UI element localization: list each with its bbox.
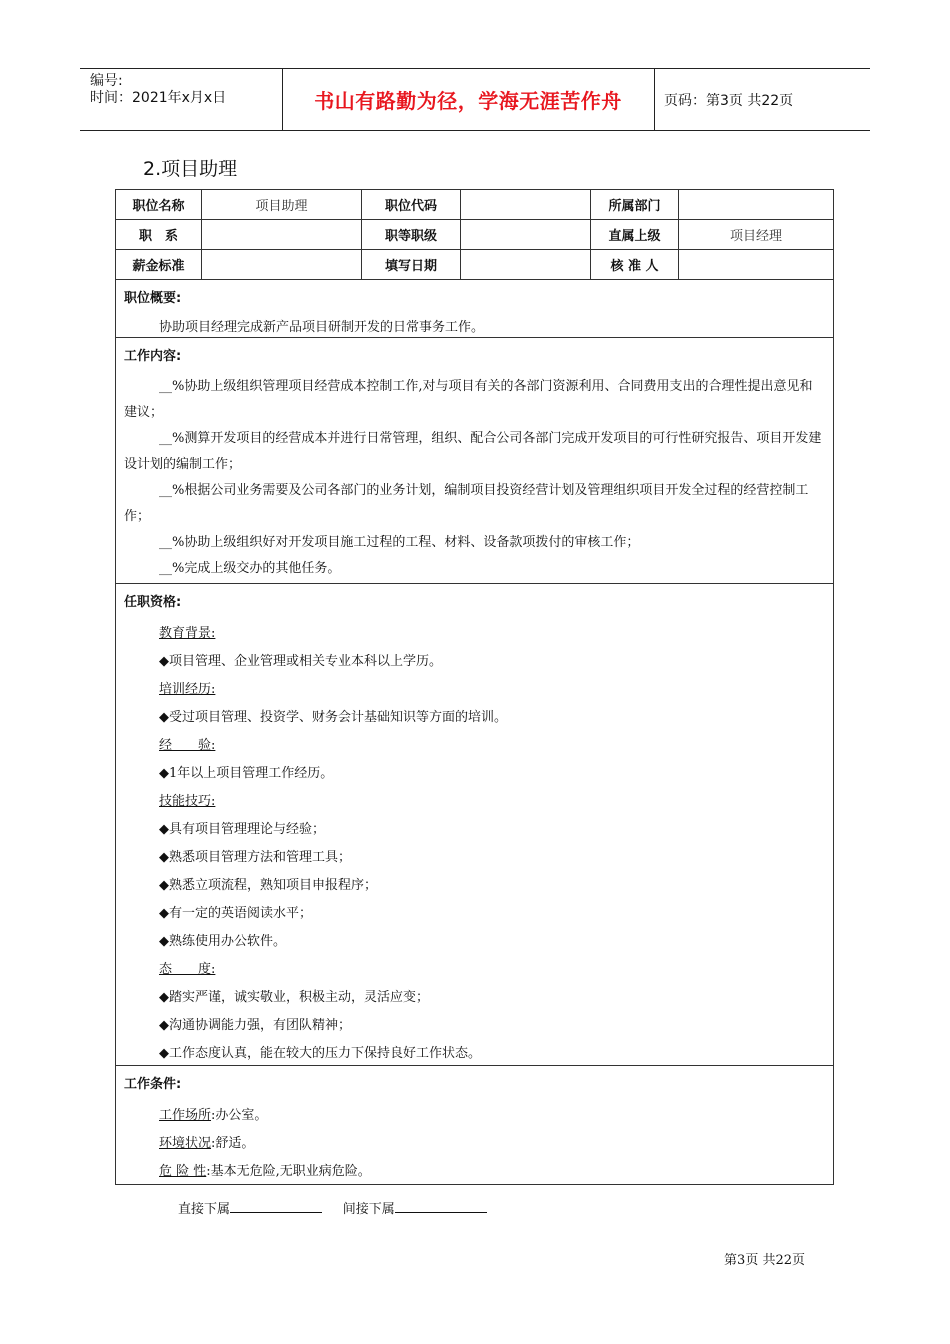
duty-item: __%协助上级组织好对开发项目施工过程的工程、材料、设备款项拨付的审核工作； [159, 535, 640, 550]
skill-item: ◆有一定的英语阅读水平； [159, 906, 312, 921]
cell-value [461, 250, 591, 279]
table-row [116, 190, 833, 220]
cell-label: 薪金标准 [116, 250, 202, 279]
table-row [116, 250, 833, 280]
cell-value [461, 220, 591, 249]
direct-subordinate-blank [230, 1200, 322, 1213]
qualifications-title: 任职资格: [124, 595, 182, 610]
cell-value: 项目经理 [729, 229, 782, 244]
number-label: 编号: [90, 73, 123, 89]
cell-label: 核 准 人 [591, 250, 679, 279]
cell-value [679, 190, 833, 219]
conditions-block [116, 1066, 833, 1184]
skills-label: 技能技巧: [159, 794, 216, 809]
subordinates-line [178, 1198, 487, 1217]
condition-risk [124, 1158, 825, 1186]
attitude-item: ◆沟通协调能力强，有团队精神； [159, 1018, 351, 1033]
cell-label: 所属部门 [591, 190, 679, 219]
conditions-title: 工作条件: [124, 1077, 182, 1092]
page-header [80, 68, 870, 131]
cell-value [202, 220, 362, 249]
risk-label: 危 险 性 [159, 1164, 207, 1179]
risk-value: :基本无危险,无职业病危险。 [206, 1164, 371, 1179]
skill-item: ◆具有项目管理理论与经验； [159, 822, 325, 837]
skill-item: ◆熟悉立项流程，熟知项目申报程序； [159, 878, 377, 893]
condition-env [124, 1130, 825, 1158]
overview-block [116, 280, 833, 338]
header-left [90, 73, 282, 107]
header-page-info: 页码：第3页 共22页 [664, 92, 794, 109]
duties-title: 工作内容: [124, 349, 182, 364]
section-title: 2.项目助理 [143, 158, 238, 180]
attitude-label: 态 度: [159, 962, 216, 977]
training-item: ◆受过项目管理、投资学、财务会计基础知识等方面的培训。 [159, 710, 507, 725]
time-label: 时间：2021年x月x日 [90, 90, 227, 106]
cell-label: 职等职级 [362, 220, 461, 249]
training-label: 培训经历: [159, 682, 216, 697]
duty-item: __%测算开发项目的经营成本并进行日常管理，组织、配合公司各部门完成开发项目的可行性研究报告、项目开发建设计划的编制工作； [124, 431, 822, 472]
env-value: :舒适。 [211, 1136, 255, 1151]
cell-label: 职位代码 [362, 190, 461, 219]
experience-label: 经 验: [159, 738, 216, 753]
place-label: 工作场所 [159, 1108, 212, 1123]
header-motto: 书山有路勤为径，学海无涯苦作舟 [314, 89, 622, 113]
table-row [116, 220, 833, 250]
cell-value [679, 250, 833, 279]
cell-label: 填写日期 [362, 250, 461, 279]
place-value: :办公室。 [211, 1108, 268, 1123]
cell-label: 职 系 [116, 220, 202, 249]
attitude-item: ◆工作态度认真，能在较大的压力下保持良好工作状态。 [159, 1046, 481, 1061]
indirect-subordinate-label: 间接下属 [342, 1202, 395, 1217]
duty-item: __%完成上级交办的其他任务。 [159, 561, 341, 576]
experience-item: ◆1年以上项目管理工作经历。 [159, 766, 334, 781]
education-label: 教育背景: [159, 626, 216, 641]
skill-item: ◆熟练使用办公软件。 [159, 934, 286, 949]
attitude-item: ◆踏实严谨，诚实敬业，积极主动，灵活应变； [159, 990, 429, 1005]
direct-subordinate-label: 直接下属 [178, 1202, 231, 1217]
cell-label: 直属上级 [591, 220, 679, 249]
overview-title: 职位概要: [124, 291, 182, 306]
job-description-table [115, 189, 834, 1185]
education-item: ◆项目管理、企业管理或相关专业本科以上学历。 [159, 654, 442, 669]
duty-item: __%协助上级组织管理项目经营成本控制工作,对与项目有关的各部门资源利用、合同费用支出的合理性提出意见和建议； [124, 379, 813, 420]
cell-value [202, 250, 362, 279]
overview-text: 协助项目经理完成新产品项目研制开发的日常事务工作。 [159, 320, 485, 335]
indirect-subordinate-blank [395, 1200, 487, 1213]
cell-value [461, 190, 591, 219]
duties-block [116, 338, 833, 584]
header-divider [654, 69, 655, 130]
skill-item: ◆熟悉项目管理方法和管理工具； [159, 850, 351, 865]
cell-label: 职位名称 [116, 190, 202, 219]
env-label: 环境状况 [159, 1136, 212, 1151]
cell-value: 项目助理 [202, 190, 362, 219]
qualifications-block [116, 584, 833, 1066]
duty-item: __%根据公司业务需要及公司各部门的业务计划，编制项目投资经营计划及管理组织项目开发全过程的经营控制工作； [124, 483, 809, 524]
condition-place [124, 1102, 825, 1130]
page-footer: 第3页 共22页 [724, 1253, 805, 1268]
